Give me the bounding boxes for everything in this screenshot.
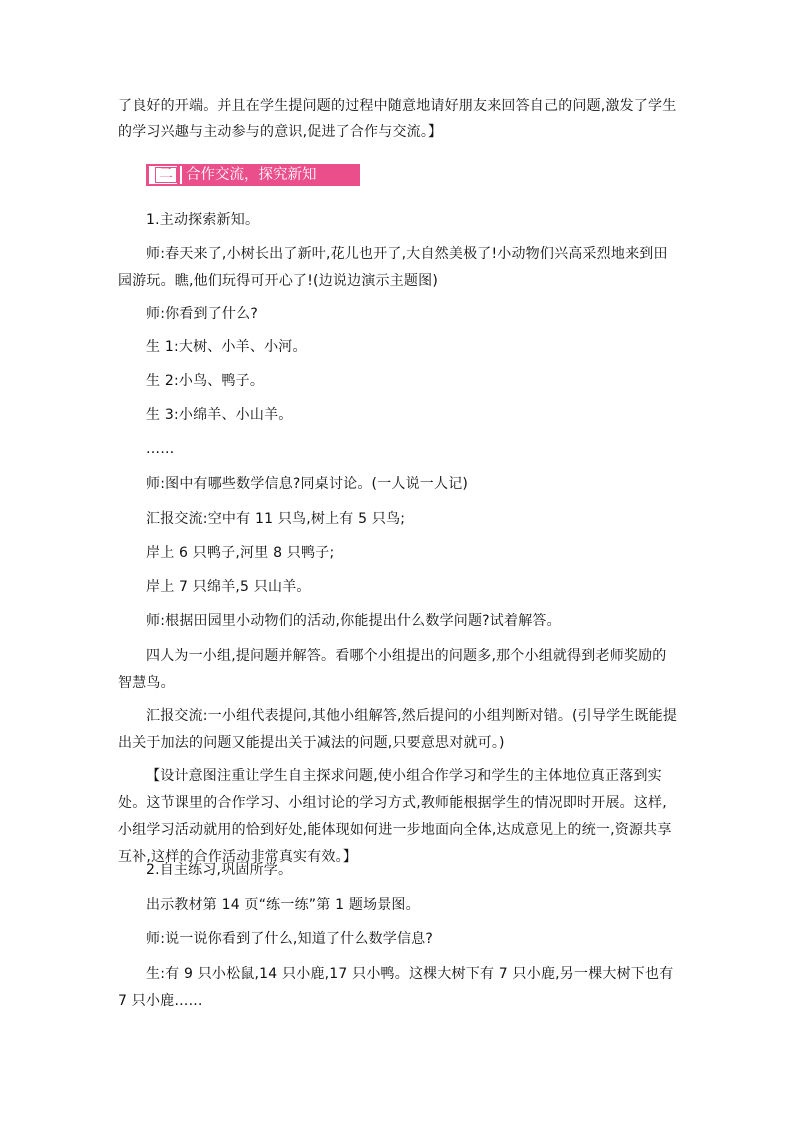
paragraph: 1.主动探索新知。 — [146, 212, 260, 228]
design-intent-note: 【设计意图注重让学生自主探求问题,使小组合作学习和学生的主体地位真正落到实处。这节课里的合作学习、小组讨论的学习方式,教师能根据学生的情况即时开展。这样,小组学习活动就用的恰到好处,能体现如何进一步地面向全体,达成意见上的统一,资源共享互补,这样的合作活动非常真实有效。】 — [118, 768, 672, 865]
section-number: 二 — [155, 167, 177, 183]
intro-line-1: 了良好的开端。并且在学生提问题的过程中随意地请好朋友来回答自己的问题,激发了学生 — [118, 98, 677, 114]
paragraph: 师:说一说你看到了什么,知道了什么数学信息? — [146, 931, 433, 947]
paragraph: 师:你看到了什么? — [146, 306, 258, 322]
paragraph: …… — [146, 441, 175, 457]
paragraph: 2.自主练习,巩固所学。 — [146, 862, 293, 878]
banner-stripe — [489, 166, 491, 184]
paragraph: 出示教材第 14 页“练一练”第 1 题场景图。 — [146, 897, 420, 913]
paragraph: 四人为一小组,提问题并解答。看哪个小组提出的问题多,那个小组就得到老师奖励的智慧鸟。 — [118, 648, 667, 691]
section-number-box — [149, 166, 177, 184]
paragraph: 师:根据田园里小动物们的活动,你能提出什么数学问题?试着解答。 — [146, 613, 561, 629]
paragraph: 汇报交流:空中有 11 只鸟,树上有 5 只鸟; — [146, 511, 406, 527]
paragraph: 生 3:小绵羊、小山羊。 — [146, 407, 293, 423]
paragraph: 岸上 6 只鸭子,河里 8 只鸭子; — [146, 545, 335, 561]
section-header-banner — [146, 164, 360, 186]
paragraph: 生 2:小鸟、鸭子。 — [146, 373, 265, 389]
intro-line-2: 的学习兴趣与主动参与的意识,促进了合作与交流。】 — [118, 124, 443, 140]
paragraph: 师:图中有哪些数学信息?同桌讨论。(一人说一人记) — [146, 476, 469, 492]
paragraph: 师:春天来了,小树长出了新叶,花儿也开了,大自然美极了!小动物们兴高采烈地来到田园游玩。瞧,他们玩得可开心了!(边说边演示主题图) — [118, 246, 668, 289]
banner-stripe — [475, 166, 477, 184]
banner-stripe — [482, 166, 484, 184]
paragraph: 生 1:大树、小羊、小河。 — [146, 339, 307, 355]
paragraph: 汇报交流:一小组代表提问,其他小组解答,然后提问的小组判断对错。(引导学生既能提出关于加法的问题又能提出关于减法的问题,只要意思对就可。) — [118, 708, 678, 751]
section-title: 合作交流，探究新知 — [186, 167, 317, 183]
paragraph: 生:有 9 只小松鼠,14 只小鹿,17 只小鸭。这棵大树下有 7 只小鹿,另一棵大树下也有 7 只小鹿…… — [118, 966, 674, 1009]
paragraph: 岸上 7 只绵羊,5 只山羊。 — [146, 579, 311, 595]
banner-divider — [180, 166, 182, 184]
